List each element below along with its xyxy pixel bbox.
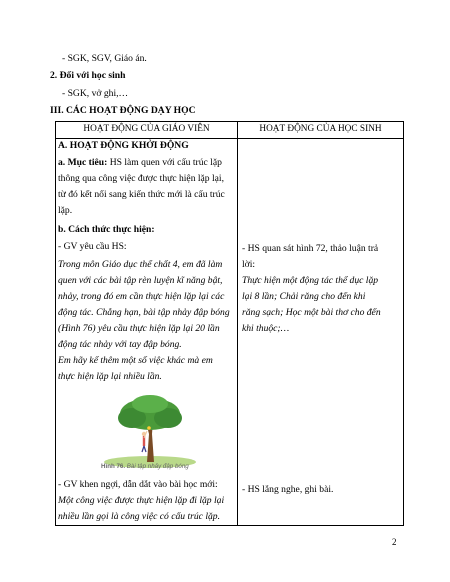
bullet-textbooks: - SGK, SGV, Giáo án. xyxy=(62,53,147,64)
figure-caption-label: Hình 76. xyxy=(101,463,126,470)
heading-students: 2. Đối với học sinh xyxy=(50,70,126,81)
teacher-column-header: HOẠT ĐỘNG CỦA GIÁO VIÊN xyxy=(83,124,210,134)
student-line-1: - HS quan sát hình 72, thảo luận trả xyxy=(242,243,379,254)
goal-line-3: từ đó kết nối sang kiến thức mới là cấu trúc xyxy=(58,189,225,200)
goal-block xyxy=(58,155,234,219)
bullet-notebooks: - SGK, vở ghi,… xyxy=(62,88,129,99)
prompt-line-6: động tác nhảy với tay đập bóng. xyxy=(58,339,182,350)
goal-line-4: lặp. xyxy=(58,205,73,216)
prompt-line-7: Em hãy kể thêm một số việc khác mà em xyxy=(58,355,213,366)
student-answer-1: Thực hiện một động tác thể dục lặp xyxy=(242,275,379,286)
table-border-left xyxy=(55,121,56,526)
student-column-header: HOẠT ĐỘNG CỦA HỌC SINH xyxy=(259,124,382,134)
prompt-line-8: thực hiện lặp lại nhiều lần. xyxy=(58,371,162,382)
student-answer-4: khi thuộc;… xyxy=(242,323,290,334)
student-listen: - HS lắng nghe, ghi bài. xyxy=(242,484,334,495)
student-answer-2: lại 8 lần; Chải răng cho đến khi xyxy=(242,291,366,302)
heading-activities: III. CÁC HOẠT ĐỘNG DẠY HỌC xyxy=(50,105,196,116)
goal-line-1: HS làm quen với cấu trúc lặp xyxy=(107,157,222,168)
teacher-conclusion xyxy=(58,477,234,525)
tree-canopy-top xyxy=(132,395,168,413)
section-a-title: A. HOẠT ĐỘNG KHỞI ĐỘNG xyxy=(58,140,189,151)
conclusion-line-2: Một công việc được thực hiện lặp đi lặp lại xyxy=(58,495,225,506)
method-heading: b. Cách thức thực hiện: xyxy=(58,224,155,235)
student-discussion xyxy=(242,241,400,337)
teacher-prompt xyxy=(58,257,234,385)
child-leg-right xyxy=(144,446,146,452)
prompt-line-4: động tác. Chẳng hạn, bài tập nhảy đập bóng xyxy=(58,307,230,318)
table-header-divider xyxy=(55,138,404,139)
table-column-divider xyxy=(237,121,238,526)
prompt-line-3: nhảy, trong đó em cần thực hiện lặp lại các xyxy=(58,291,225,302)
prompt-line-5: (Hình 76) yêu cầu thực hiện lặp lại 20 lần xyxy=(58,323,220,334)
conclusion-line-3: nhiều lần gọi là công việc có cấu trúc lặp. xyxy=(58,511,220,522)
prompt-line-2: quen với các bài tập rèn luyện kĩ năng bật, xyxy=(58,275,223,286)
goal-line-2: thông qua công việc được thực hiện lặp lại, xyxy=(58,173,224,184)
figure-caption xyxy=(101,463,189,470)
conclusion-line-1: - GV khen ngợi, dẫn dắt vào bài học mới: xyxy=(58,479,218,490)
table-border-right xyxy=(403,121,404,526)
prompt-line-1: Trong môn Giáo dục thể chất 4, em đã làm xyxy=(58,259,223,270)
goal-label: a. Mục tiêu: xyxy=(58,157,108,168)
ball xyxy=(147,426,151,430)
teacher-asks: - GV yêu cầu HS: xyxy=(58,241,127,252)
table-border-top xyxy=(55,121,404,122)
figure-caption-text: Bài tập nhảy đập bóng xyxy=(125,463,189,470)
student-line-2: lời: xyxy=(242,259,256,270)
table-border-bottom xyxy=(55,525,404,526)
student-answer-3: răng sạch; Học một bài thơ cho đến xyxy=(242,307,381,318)
page-number: 2 xyxy=(392,537,397,547)
tree-illustration xyxy=(100,392,200,470)
